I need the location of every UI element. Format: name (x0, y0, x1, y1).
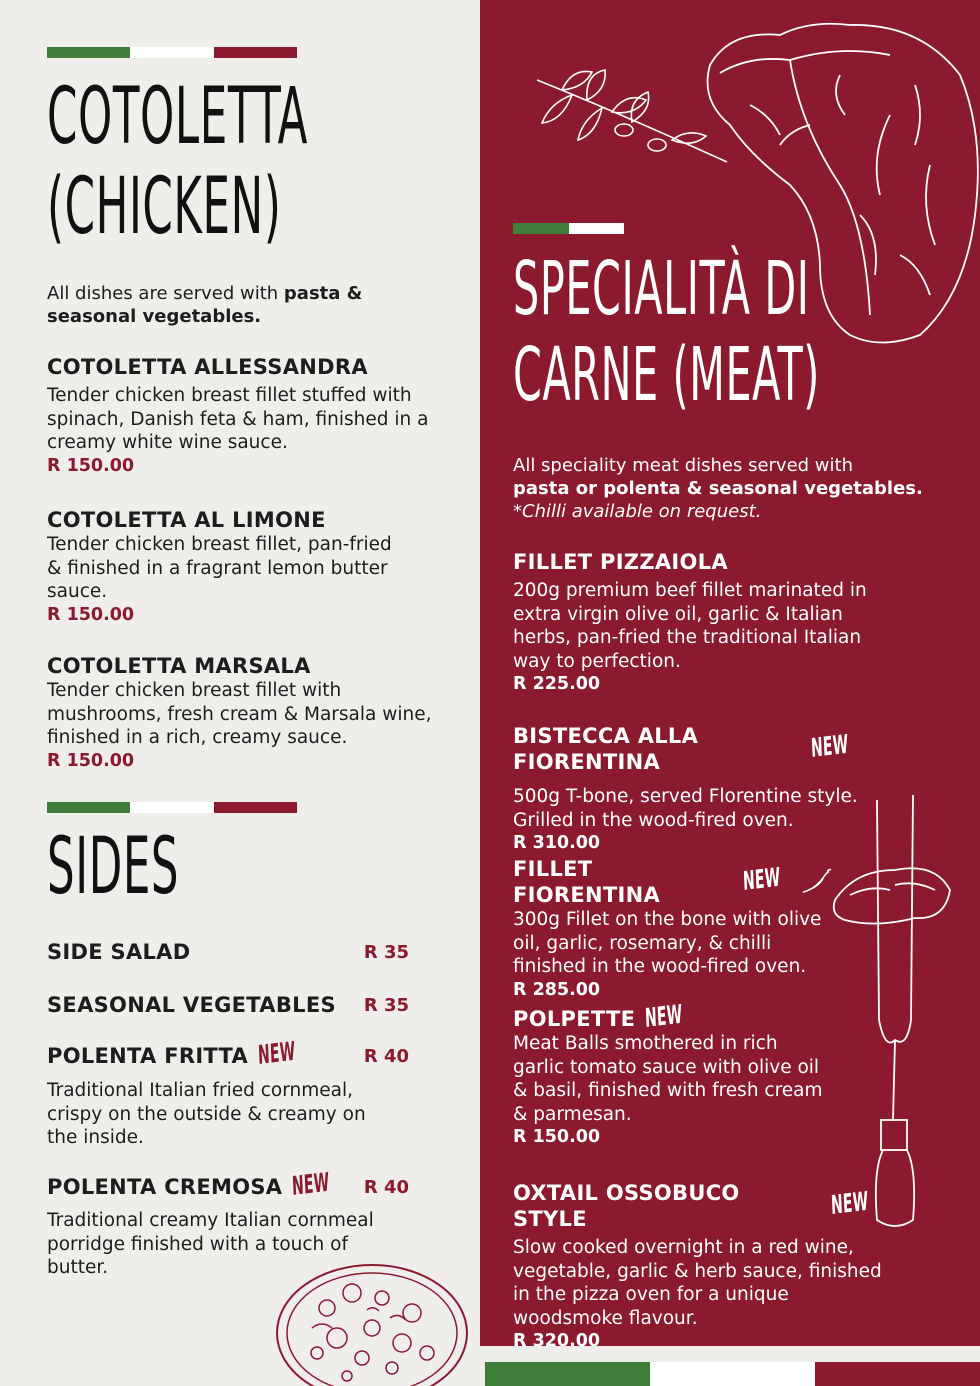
dish-price: R 150.00 (47, 604, 135, 625)
italian-flag-stripe (47, 47, 297, 58)
dish-price: R 310.00 (513, 833, 601, 853)
menu-item (47, 507, 397, 627)
dish-name: FILLET FIORENTINA NEW (513, 856, 833, 908)
section-title-sides: SIDES (47, 822, 180, 912)
menu-item (513, 723, 873, 855)
dish-description: Slow cooked overnight in a red wine, vegetable, garlic & herb sauce, finished in the pizza oven for a unique woodsmoke flavour. (513, 1237, 882, 1329)
dish-price: R 285.00 (513, 979, 601, 1000)
dish-description: 300g Fillet on the bone with olive oil, garlic, rosemary, & chilli finished in the wood-fired oven. (513, 909, 822, 977)
dish-name: COTOLETTA ALLESSANDRA (47, 355, 368, 379)
new-badge: NEW (257, 1036, 296, 1071)
new-badge: NEW (810, 729, 849, 764)
section-title-meat-line1: SPECIALITÀ DI (513, 246, 810, 332)
dish-name: BISTECCA ALLA FIORENTINA NEW (513, 724, 849, 774)
left-panel (0, 0, 480, 1386)
side-name: POLENTA FRITTA NEW (47, 1036, 296, 1071)
new-badge: NEW (830, 1186, 869, 1221)
section-title-meat-line2: CARNE (MEAT) (513, 332, 821, 418)
section-title-cotoletta-line1: COTOLETTA (47, 72, 309, 162)
menu-item (47, 653, 447, 773)
meat-fork-illustration (825, 790, 955, 1230)
new-badge: NEW (291, 1167, 331, 1202)
dish-price: R 150.00 (47, 750, 135, 771)
side-name: POLENTA CREMOSA NEW (47, 1167, 331, 1202)
dish-price: R 320.00 (513, 1331, 601, 1346)
dish-name: POLPETTE NEW (513, 999, 684, 1034)
side-description: Traditional Italian fried cornmeal, crispy on the outside & creamy on the inside. (47, 1080, 366, 1148)
dish-price: R 150.00 (513, 1127, 601, 1147)
dish-description: Tender chicken breast fillet with mushrooms, fresh cream & Marsala wine, finished in a rich, creamy sauce. (47, 680, 432, 748)
right-panel (480, 0, 980, 1346)
cotoletta-intro: All dishes are served with pasta & seasonal vegetables. (47, 283, 363, 327)
italian-flag-stripe (513, 223, 680, 234)
italian-flag-stripe (47, 802, 297, 813)
dish-description: 200g premium beef fillet marinated in extra virgin olive oil, garlic & Italian herbs, pan-fried the traditional Italian way to perfection. (513, 580, 867, 672)
menu-item (513, 549, 893, 696)
dish-price: R 150.00 (47, 455, 135, 476)
side-item (47, 993, 409, 1017)
new-badge: NEW (742, 862, 781, 897)
meat-intro: All speciality meat dishes served with pasta or polenta & seasonal vegetables. *Chilli available on request. (513, 455, 923, 522)
side-price: R 35 (363, 994, 409, 1016)
side-item (47, 1167, 409, 1202)
side-name: SIDE SALAD (47, 940, 191, 964)
dish-description: Meat Balls smothered in rich garlic tomato sauce with olive oil & basil, finished with fresh cream & parmesan. (513, 1033, 823, 1125)
new-badge: NEW (644, 999, 684, 1034)
side-name: SEASONAL VEGETABLES (47, 993, 336, 1017)
dish-price: R 225.00 (513, 674, 601, 694)
side-item (47, 1036, 409, 1071)
dish-description: Tender chicken breast fillet stuffed with spinach, Danish feta & ham, finished in a creamy white wine sauce. (47, 385, 429, 453)
dish-name: COTOLETTA AL LIMONE (47, 508, 326, 532)
menu-item (513, 999, 823, 1149)
menu-item (47, 354, 447, 478)
side-item (47, 940, 409, 964)
menu-item (513, 856, 833, 1002)
polenta-dish-illustration (272, 1258, 472, 1386)
dish-description: 500g T-bone, served Florentine style. Grilled in the wood-fired oven. (513, 786, 858, 831)
side-price: R 35 (363, 941, 409, 963)
side-price: R 40 (363, 1045, 409, 1067)
section-title-cotoletta-line2: (CHICKEN) (47, 162, 282, 252)
side-description: Traditional creamy Italian cornmeal porridge finished with a touch of butter. (47, 1210, 374, 1278)
dish-name: OXTAIL OSSOBUCO STYLE NEW (513, 1181, 869, 1231)
dish-name: COTOLETTA MARSALA (47, 654, 311, 678)
italian-flag-footer (485, 1362, 980, 1386)
side-price: R 40 (363, 1176, 409, 1198)
dish-description: Tender chicken breast fillet, pan-fried & finished in a fragrant lemon butter sauce. (47, 534, 392, 602)
dish-name: FILLET PIZZAIOLA (513, 550, 728, 574)
